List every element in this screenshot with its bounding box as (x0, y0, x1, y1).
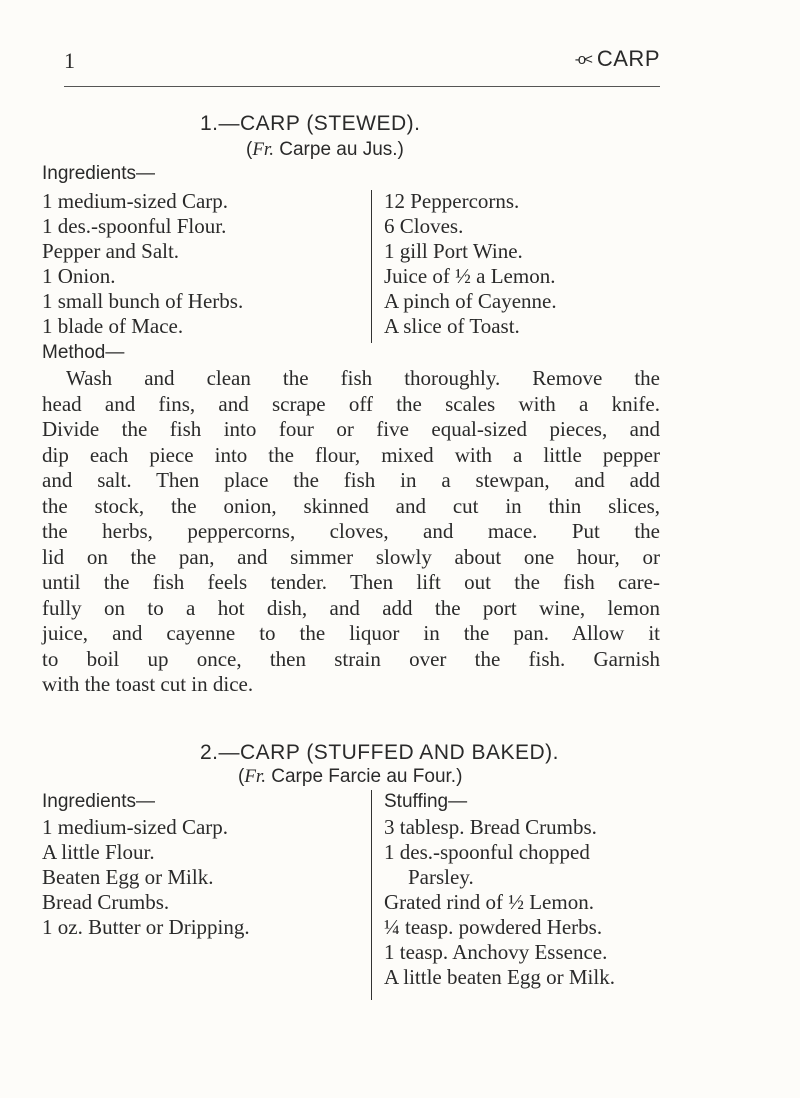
stuffing-item: Grated rind of ½ Lemon. (384, 890, 594, 914)
method-line: head and fins, and scrape off the scales with a knife. (42, 391, 660, 416)
ingredient-item: A slice of Toast. (384, 314, 520, 338)
stuffing-item: ¼ teasp. powdered Herbs. (384, 915, 603, 939)
french-abbrev: Fr. (252, 139, 274, 160)
method-line: the stock, the onion, skinned and cut in thin slices, (42, 493, 660, 518)
column-divider (371, 190, 372, 343)
recipe-2-ingredients-label: Ingredients— (42, 791, 156, 812)
ingredient-item: 1 des.-spoonful Flour. (42, 214, 227, 238)
method-line: the herbs, peppercorns, cloves, and mace. Put the (42, 519, 660, 543)
running-title (575, 46, 660, 72)
ingredient-item: 1 medium-sized Carp. (42, 189, 229, 213)
ingredient-item: 1 blade of Mace. (42, 314, 184, 338)
stuffing-item: 3 tablesp. Bread Crumbs. (384, 815, 597, 839)
method-line: lid on the pan, and simmer slowly about one hour, or (42, 544, 660, 569)
ingredient-item: 1 medium-sized Carp. (42, 815, 229, 839)
recipe-2-stuffing-label: Stuffing— (384, 791, 468, 812)
ingredient-item: Bread Crumbs. (42, 890, 170, 914)
recipe-2-french-name: (Fr. Carpe Farcie au Four.) (238, 766, 463, 787)
ingredient-item: 12 Peppercorns. (384, 189, 520, 213)
method-line: fully on to a hot dish, and add the port wine, lemon (42, 595, 660, 620)
ingredient-item: Juice of ½ a Lemon. (384, 264, 556, 288)
ingredient-item: A little Flour. (42, 840, 155, 864)
ingredient-item: 1 oz. Butter or Dripping. (42, 915, 250, 939)
stuffing-item: 1 teasp. Anchovy Essence. (384, 940, 608, 964)
recipe-2-ingredients-left (42, 815, 250, 940)
recipe-1-french-name: (Fr. Carpe au Jus.) (246, 139, 404, 160)
method-line: and salt. Then place the fish in a stewpan, and add (42, 468, 660, 492)
recipe-2-title: 2.—CARP (STUFFED AND BAKED). (200, 741, 560, 764)
french-abbrev: Fr. (244, 766, 266, 787)
stuffing-item: A little beaten Egg or Milk. (384, 965, 615, 989)
stuffing-item: 1 des.-spoonful chopped (384, 840, 590, 864)
page-header (64, 44, 660, 74)
recipe-1-ingredients-left (42, 189, 243, 339)
ingredient-item: 1 small bunch of Herbs. (42, 289, 244, 313)
fish-ornament-icon: -o< (574, 51, 591, 68)
column-divider (371, 790, 372, 1000)
page-number: 1 (64, 48, 75, 73)
method-line: Wash and clean the fish thoroughly. Remove the (66, 366, 660, 390)
method-line: Divide the fish into four or five equal-sized pieces, and (42, 417, 660, 441)
ingredient-item: 1 Onion. (42, 264, 116, 288)
header-rule (64, 86, 660, 87)
recipe-1-ingredients-right (384, 189, 557, 339)
ingredient-item: 1 gill Port Wine. (384, 239, 523, 263)
ingredient-item: 6 Cloves. (384, 214, 464, 238)
stuffing-item: Parsley. (408, 865, 474, 889)
running-title-text: CARP (596, 46, 660, 71)
method-line: dip each piece into the flour, mixed with a little pepper (42, 442, 660, 467)
method-line: until the fish feels tender. Then lift out the fish care- (42, 570, 660, 594)
recipe-1-ingredients-label: Ingredients— (42, 163, 156, 184)
method-line: with the toast cut in dice. (42, 672, 254, 696)
ingredient-item: Beaten Egg or Milk. (42, 865, 214, 889)
method-line: to boil up once, then strain over the fish. Garnish (42, 646, 660, 671)
recipe-1-method-text (42, 366, 660, 698)
ingredient-item: Pepper and Salt. (42, 239, 180, 263)
recipe-1-method-label: Method— (42, 342, 125, 363)
recipe-1-title: 1.—CARP (STEWED). (200, 112, 421, 135)
ingredient-item: A pinch of Cayenne. (384, 289, 557, 313)
recipe-2-stuffing-list (384, 815, 615, 990)
method-line: juice, and cayenne to the liquor in the pan. Allow it (42, 621, 660, 645)
